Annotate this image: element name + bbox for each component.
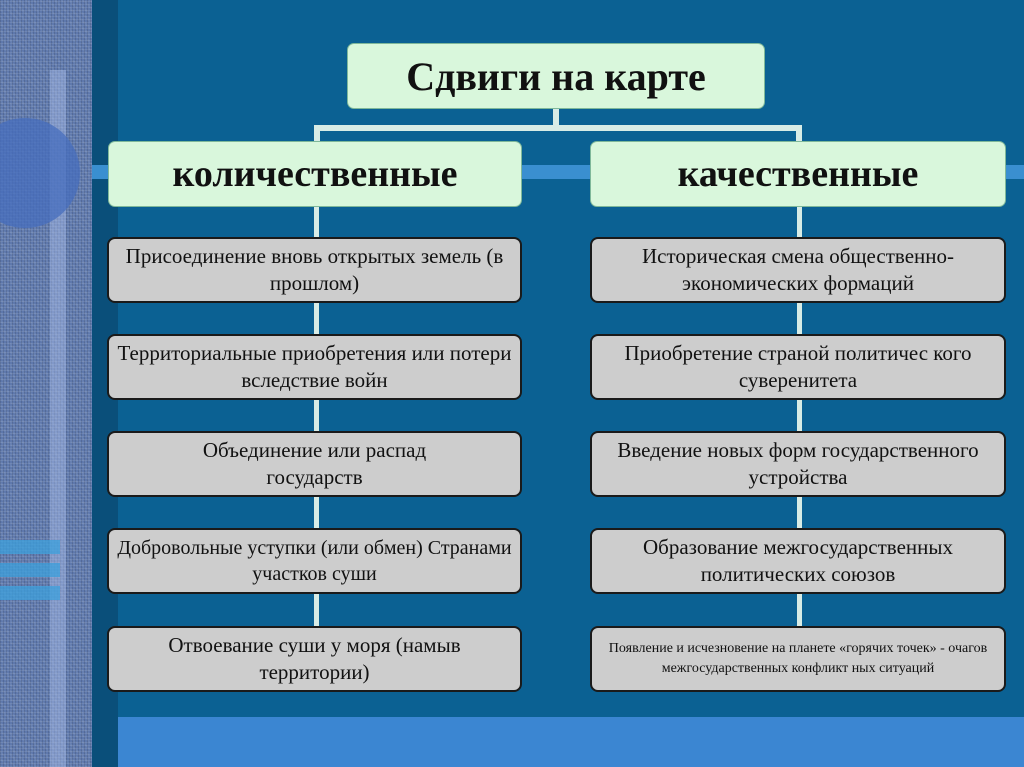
list-item bbox=[590, 237, 1006, 303]
list-item bbox=[590, 626, 1006, 692]
category-label: количественные bbox=[172, 153, 458, 195]
list-item bbox=[107, 626, 522, 692]
list-item bbox=[107, 528, 522, 594]
item-text: Введение новых форм государственного устройства bbox=[617, 437, 979, 489]
list-item bbox=[590, 334, 1006, 400]
item-text: Присоединение вновь открытых земель (в прошлом) bbox=[125, 243, 504, 295]
category-header-qualitative bbox=[590, 141, 1006, 207]
item-text: Отвоевание суши у моря (намыв территории) bbox=[168, 632, 461, 684]
item-text: Объединение или распад государств bbox=[202, 437, 427, 489]
side-strip-bar bbox=[0, 563, 60, 577]
title-text: Сдвиги на карте bbox=[406, 53, 706, 99]
item-text: Появление и исчезновение на планете «горячих точек» - очагов межгосударственных конфликт ных ситуаций bbox=[608, 640, 988, 676]
connector-left-drop bbox=[314, 125, 320, 142]
textured-side-strip bbox=[0, 0, 92, 767]
side-strip-bar bbox=[0, 586, 60, 600]
item-text: Территориальные приобретения или потери вследствие войн bbox=[117, 340, 512, 392]
side-strip-bar bbox=[0, 540, 60, 554]
item-text: Добровольные уступки (или обмен) Странами участков суши bbox=[117, 537, 512, 585]
category-header-quantitative bbox=[108, 141, 522, 207]
item-text: Образование межгосударственных политических союзов bbox=[642, 534, 953, 586]
title-box bbox=[347, 43, 765, 109]
bottom-accent-bar bbox=[118, 717, 1024, 767]
list-item bbox=[107, 334, 522, 400]
category-label: качественные bbox=[677, 153, 919, 195]
list-item bbox=[107, 431, 522, 497]
list-item bbox=[590, 528, 1006, 594]
list-item bbox=[107, 237, 522, 303]
item-text: Приобретение страной политичес кого суверенитета bbox=[624, 340, 972, 392]
connector-horizontal bbox=[314, 125, 800, 131]
item-text: Историческая смена общественно-экономических формаций bbox=[642, 243, 954, 295]
list-item bbox=[590, 431, 1006, 497]
connector-right-drop bbox=[796, 125, 802, 142]
